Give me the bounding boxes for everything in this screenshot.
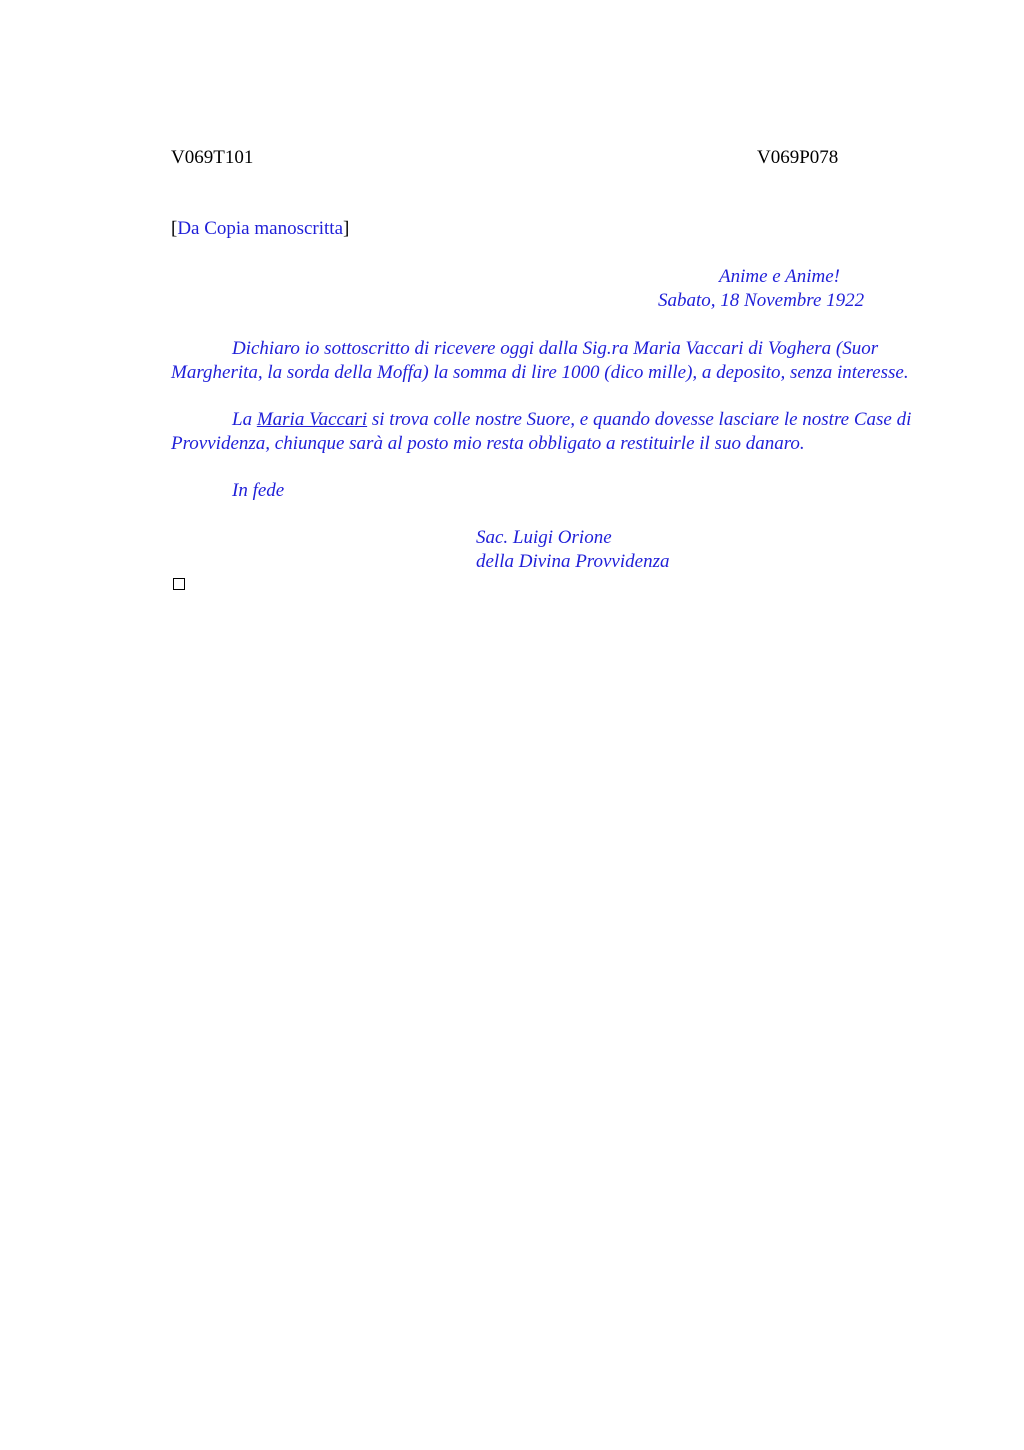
letter-date: Sabato, 18 Novembre 1922 — [658, 290, 865, 311]
body-paragraph-1 — [171, 337, 916, 385]
source-note — [171, 218, 349, 240]
signature-title: della Divina Provvidenza — [476, 551, 670, 572]
source-note-open-bracket: [ — [171, 218, 178, 239]
body-paragraph-2 — [171, 408, 916, 456]
paragraph-2-rest: si trova colle nostre Suore, e quando dovesse lasciare le nostre Case di Provvidenza, chiunque sarà al posto mio resta obbligato a restituirle il suo danaro. — [171, 409, 912, 454]
closing-phrase: In fede — [232, 480, 285, 501]
document-code-left: V069T101 — [171, 147, 254, 168]
signature-name: Sac. Luigi Orione — [476, 527, 612, 548]
source-note-text: Da Copia manoscritta — [177, 218, 344, 239]
end-marker-box — [173, 578, 185, 590]
underlined-name: Maria Vaccari — [256, 409, 368, 430]
paragraph-2-prefix: La — [232, 409, 257, 430]
document-code-right: V069P078 — [757, 147, 839, 168]
body-paragraph-1-text: Dichiaro io sottoscritto di ricevere oggi dalla Sig.ra Maria Vaccari di Voghera (Suor Margherita, la sorda della Moffa) la somma di lire 1000 (dico mille), a deposito, senza interesse. — [171, 338, 909, 383]
source-note-close-bracket: ] — [343, 218, 350, 239]
body-paragraph-2-text — [171, 408, 916, 456]
letter-motto: Anime e Anime! — [719, 266, 840, 287]
